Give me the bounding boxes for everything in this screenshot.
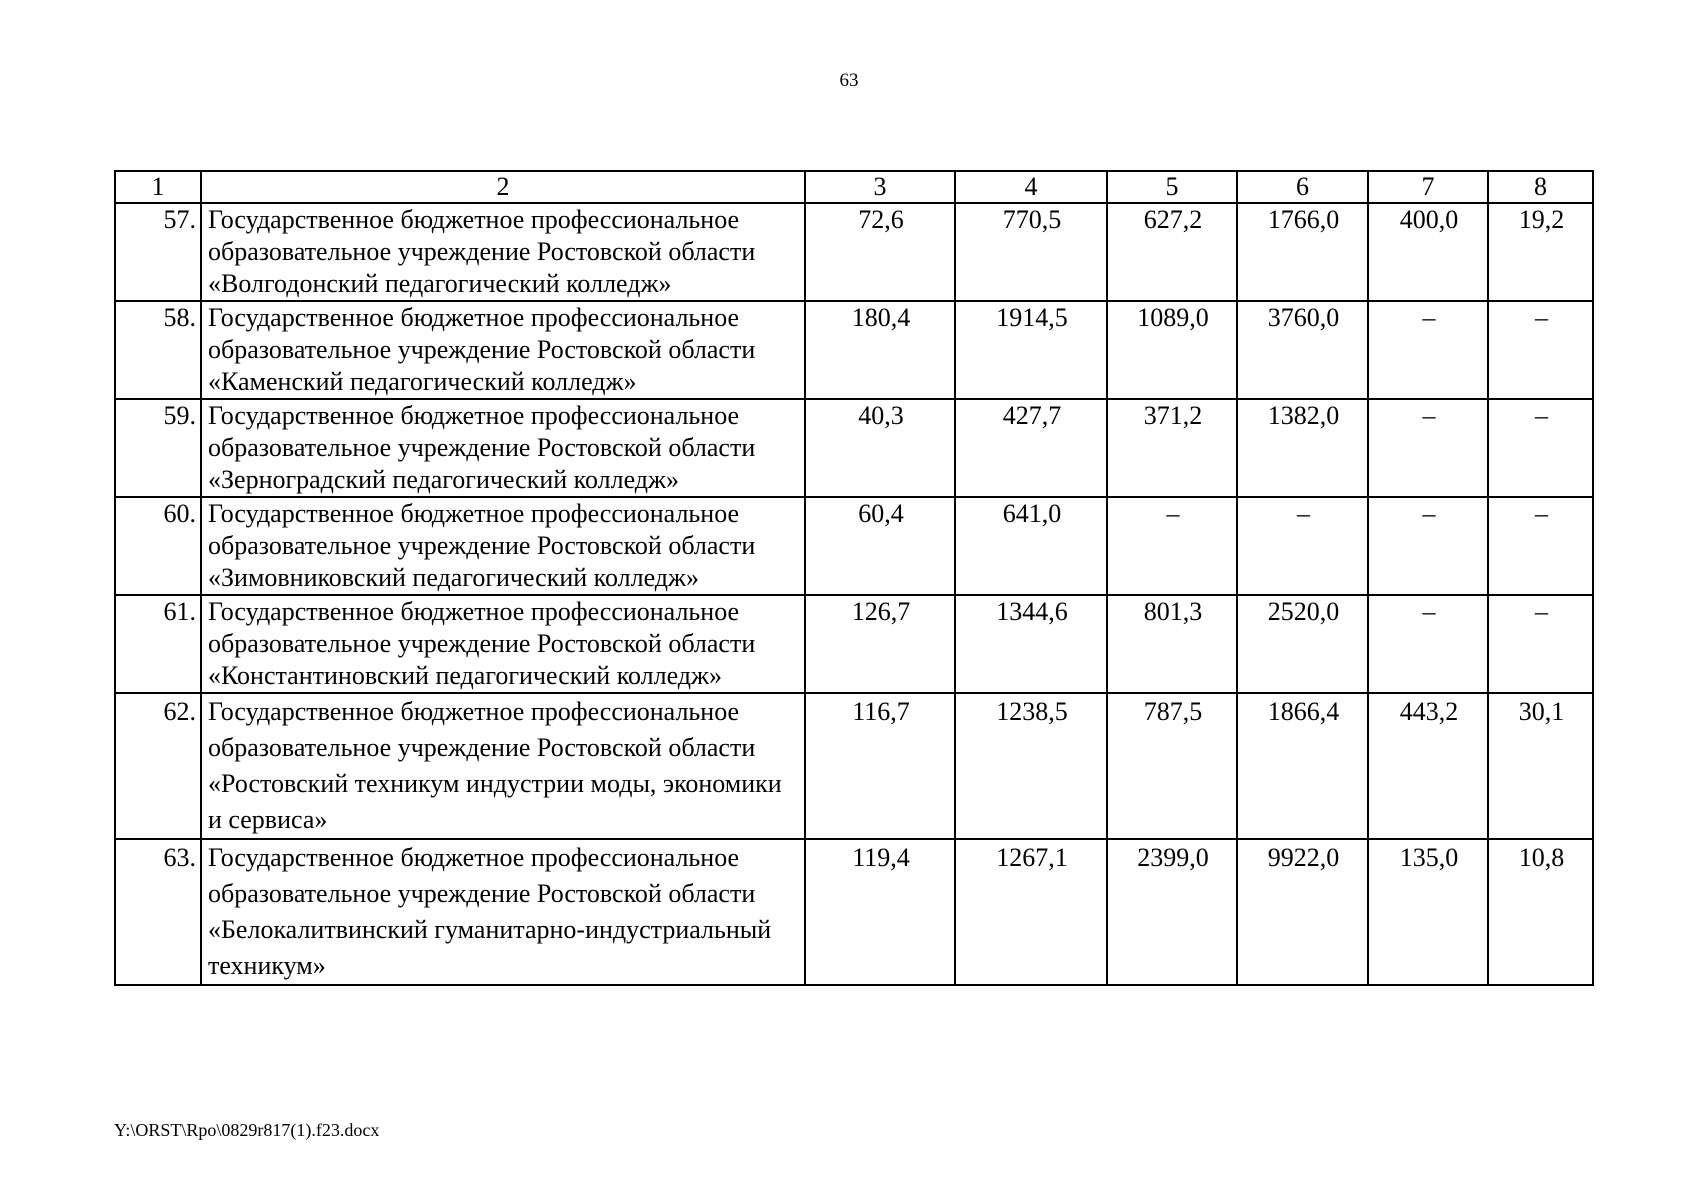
value-cell-col-4: 1238,5 — [955, 693, 1107, 839]
table-row — [115, 839, 1593, 985]
value-cell-col-8: 10,8 — [1488, 839, 1593, 985]
value-cell-col-8: – — [1488, 595, 1593, 693]
table-row — [115, 595, 1593, 693]
value-cell-col-7: – — [1368, 301, 1488, 399]
table-row — [115, 301, 1593, 399]
row-number-cell: 58. — [115, 301, 201, 399]
column-header: 4 — [955, 171, 1107, 203]
column-header: 8 — [1488, 171, 1593, 203]
page-number: 63 — [839, 70, 859, 91]
value-cell-col-4: 770,5 — [955, 203, 1107, 301]
value-cell-col-7: 443,2 — [1368, 693, 1488, 839]
row-number-cell: 61. — [115, 595, 201, 693]
value-cell-col-6: 9922,0 — [1237, 839, 1368, 985]
value-cell-col-7: 400,0 — [1368, 203, 1488, 301]
value-cell-col-5: 371,2 — [1107, 399, 1237, 497]
column-header: 3 — [805, 171, 955, 203]
value-cell-col-6: 1382,0 — [1237, 399, 1368, 497]
column-header: 1 — [115, 171, 201, 203]
value-cell-col-7: – — [1368, 595, 1488, 693]
value-cell-col-7: 135,0 — [1368, 839, 1488, 985]
value-cell-col-4: 1267,1 — [955, 839, 1107, 985]
table-row — [115, 399, 1593, 497]
institution-name-cell: Государственное бюджетное профессиональное образовательное учреждение Ростовской области «Ростовский техникум индустрии моды, экономики и сервиса» — [201, 693, 805, 839]
row-number-cell: 57. — [115, 203, 201, 301]
institution-name-cell: Государственное бюджетное профессиональное образовательное учреждение Ростовской области «Белокалитвинский гуманитарно-индустриальный техникум» — [201, 839, 805, 985]
value-cell-col-8: 30,1 — [1488, 693, 1593, 839]
table-body — [115, 171, 1593, 985]
value-cell-col-3: 72,6 — [805, 203, 955, 301]
value-cell-col-6: 1766,0 — [1237, 203, 1368, 301]
value-cell-col-8: – — [1488, 399, 1593, 497]
value-cell-col-6: 1866,4 — [1237, 693, 1368, 839]
value-cell-col-6: 3760,0 — [1237, 301, 1368, 399]
value-cell-col-7: – — [1368, 399, 1488, 497]
institution-name-cell: Государственное бюджетное профессиональное образовательное учреждение Ростовской области «Константиновский педагогический колледж» — [201, 595, 805, 693]
value-cell-col-5: 801,3 — [1107, 595, 1237, 693]
value-cell-col-4: 427,7 — [955, 399, 1107, 497]
table-row — [115, 203, 1593, 301]
value-cell-col-4: 1914,5 — [955, 301, 1107, 399]
file-path-footer: Y:\ORST\Rpo\0829r817(1).f23.docx — [114, 1120, 380, 1140]
table-row — [115, 693, 1593, 839]
value-cell-col-8: 19,2 — [1488, 203, 1593, 301]
row-number-cell: 63. — [115, 839, 201, 985]
value-cell-col-5: – — [1107, 497, 1237, 595]
table-header-row — [115, 171, 1593, 203]
value-cell-col-8: – — [1488, 301, 1593, 399]
value-cell-col-3: 116,7 — [805, 693, 955, 839]
value-cell-col-7: – — [1368, 497, 1488, 595]
value-cell-col-6: 2520,0 — [1237, 595, 1368, 693]
row-number-cell: 62. — [115, 693, 201, 839]
value-cell-col-5: 787,5 — [1107, 693, 1237, 839]
value-cell-col-5: 1089,0 — [1107, 301, 1237, 399]
value-cell-col-3: 180,4 — [805, 301, 955, 399]
value-cell-col-3: 126,7 — [805, 595, 955, 693]
data-table — [114, 170, 1594, 986]
value-cell-col-3: 119,4 — [805, 839, 955, 985]
value-cell-col-4: 641,0 — [955, 497, 1107, 595]
value-cell-col-6: – — [1237, 497, 1368, 595]
institution-name-cell: Государственное бюджетное профессиональное образовательное учреждение Ростовской области «Каменский педагогический колледж» — [201, 301, 805, 399]
value-cell-col-5: 2399,0 — [1107, 839, 1237, 985]
column-header: 6 — [1237, 171, 1368, 203]
value-cell-col-4: 1344,6 — [955, 595, 1107, 693]
column-header: 5 — [1107, 171, 1237, 203]
value-cell-col-3: 40,3 — [805, 399, 955, 497]
institution-name-cell: Государственное бюджетное профессиональное образовательное учреждение Ростовской области «Зерноградский педагогический колледж» — [201, 399, 805, 497]
row-number-cell: 60. — [115, 497, 201, 595]
value-cell-col-3: 60,4 — [805, 497, 955, 595]
institution-name-cell: Государственное бюджетное профессиональное образовательное учреждение Ростовской области «Зимовниковский педагогический колледж» — [201, 497, 805, 595]
column-header: 7 — [1368, 171, 1488, 203]
value-cell-col-5: 627,2 — [1107, 203, 1237, 301]
institution-name-cell: Государственное бюджетное профессиональное образовательное учреждение Ростовской области «Волгодонский педагогический колледж» — [201, 203, 805, 301]
column-header: 2 — [201, 171, 805, 203]
value-cell-col-8: – — [1488, 497, 1593, 595]
table-row — [115, 497, 1593, 595]
row-number-cell: 59. — [115, 399, 201, 497]
